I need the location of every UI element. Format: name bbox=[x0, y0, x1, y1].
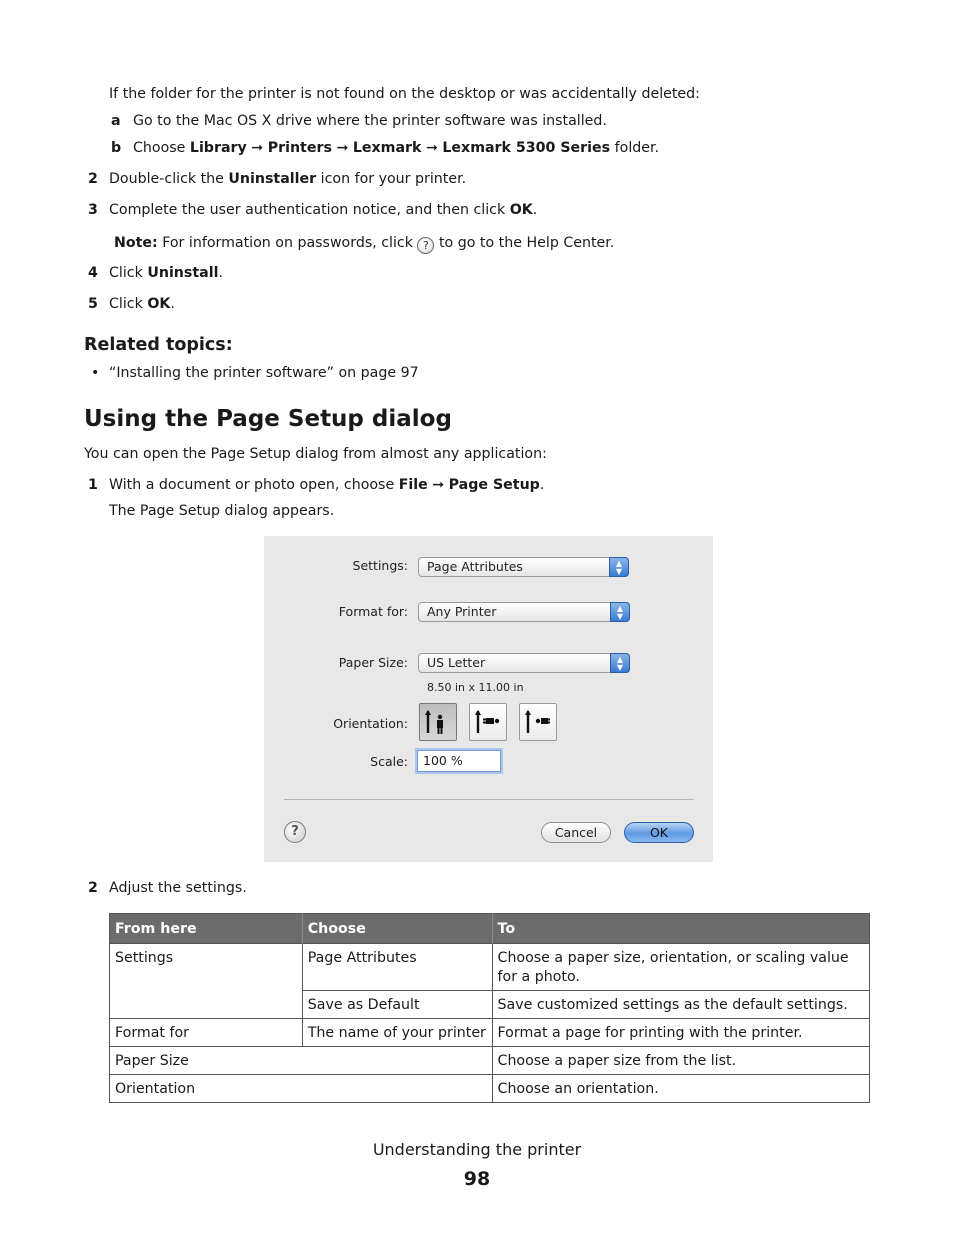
table-cell: Orientation bbox=[110, 1075, 493, 1103]
menu-page-setup: Page Setup bbox=[448, 477, 540, 493]
table-cell: Save customized settings as the default settings. bbox=[492, 991, 869, 1019]
table-row bbox=[110, 944, 870, 991]
step-2-text bbox=[109, 170, 466, 188]
scale-label: Scale: bbox=[370, 754, 408, 769]
sub-step-b-choose: Choose bbox=[133, 140, 186, 156]
sub-step-a-marker: a bbox=[111, 113, 121, 129]
dialog-divider bbox=[284, 799, 694, 800]
paper-dimensions: 8.50 in x 11.00 in bbox=[427, 681, 524, 694]
step-5-number: 5 bbox=[88, 296, 98, 312]
popup-arrows-icon: ▲ ▼ bbox=[610, 602, 630, 622]
page-setup-dialog bbox=[264, 536, 713, 862]
related-topics-heading: Related topics: bbox=[84, 335, 233, 355]
step-3-pre: Complete the user authentication notice, and then click bbox=[109, 202, 506, 218]
table-header: Choose bbox=[302, 914, 492, 944]
step-3-post: . bbox=[532, 202, 538, 218]
orientation-portrait-button[interactable] bbox=[419, 703, 457, 741]
landscape-left-icon bbox=[470, 704, 506, 740]
format-for-popup[interactable] bbox=[418, 602, 630, 622]
portrait-icon bbox=[420, 704, 456, 740]
table-cell: Page Attributes bbox=[302, 944, 492, 991]
sub-step-b-text bbox=[133, 139, 659, 157]
note-post: to go to the Help Center. bbox=[438, 235, 615, 251]
popup-arrows-icon: ▲ ▼ bbox=[610, 653, 630, 673]
table-header: To bbox=[492, 914, 869, 944]
table-cell: Paper Size bbox=[110, 1047, 493, 1075]
bullet-icon: • bbox=[91, 365, 100, 381]
step-5-pre: Click bbox=[109, 296, 143, 312]
table-row bbox=[110, 1047, 870, 1075]
intro-text: If the folder for the printer is not found on the desktop or was accidentally deleted: bbox=[109, 86, 700, 102]
sub-step-b-folder: folder. bbox=[614, 140, 660, 156]
step-1-number: 1 bbox=[88, 477, 98, 493]
paper-size-value: US Letter bbox=[427, 655, 486, 670]
paper-size-label: Paper Size: bbox=[338, 655, 408, 670]
step-3-text bbox=[109, 201, 537, 219]
section-intro: You can open the Page Setup dialog from almost any application: bbox=[84, 446, 547, 462]
step-3-number: 3 bbox=[88, 202, 98, 218]
step-4-post: . bbox=[218, 265, 223, 281]
table-cell: The name of your printer bbox=[302, 1019, 492, 1047]
path-library: Library bbox=[189, 140, 247, 156]
note-label: Note: bbox=[114, 235, 158, 251]
table-row bbox=[110, 1019, 870, 1047]
page-number: 98 bbox=[463, 1168, 491, 1190]
table-header: From here bbox=[110, 914, 303, 944]
landscape-right-icon bbox=[520, 704, 556, 740]
step-1-post: . bbox=[539, 477, 545, 493]
table-row bbox=[110, 1075, 870, 1103]
note bbox=[114, 234, 614, 254]
settings-value: Page Attributes bbox=[427, 559, 523, 574]
path-printers: Printers bbox=[267, 140, 332, 156]
table-cell: Settings bbox=[110, 944, 303, 1019]
table-cell: Format for bbox=[110, 1019, 303, 1047]
arrow-icon: ➞ bbox=[336, 140, 349, 156]
arrow-icon: ➞ bbox=[425, 140, 438, 156]
table-cell: Choose a paper size from the list. bbox=[492, 1047, 869, 1075]
arrow-icon: ➞ bbox=[432, 477, 445, 493]
settings-table bbox=[109, 913, 870, 1103]
settings-label: Settings: bbox=[352, 558, 408, 573]
path-series: Lexmark 5300 Series bbox=[442, 140, 611, 156]
step-1-text bbox=[109, 476, 544, 494]
table-cell: Save as Default bbox=[302, 991, 492, 1019]
cancel-button[interactable]: Cancel bbox=[541, 822, 611, 843]
table-cell: Choose an orientation. bbox=[492, 1075, 869, 1103]
step-2-pre: Double-click the bbox=[109, 171, 224, 187]
path-lexmark: Lexmark bbox=[352, 140, 422, 156]
step-2-bold: Uninstaller bbox=[228, 171, 317, 187]
format-for-value: Any Printer bbox=[427, 604, 497, 619]
arrow-icon: ➞ bbox=[251, 140, 264, 156]
table-cell: Format a page for printing with the printer. bbox=[492, 1019, 869, 1047]
step-4-pre: Click bbox=[109, 265, 143, 281]
section-title: Using the Page Setup dialog bbox=[84, 406, 452, 432]
step-5-bold: OK bbox=[147, 296, 171, 312]
help-icon: ? bbox=[417, 237, 434, 254]
settings-popup[interactable] bbox=[418, 557, 629, 577]
orientation-landscape-left-button[interactable] bbox=[469, 703, 507, 741]
related-topic-link[interactable]: “Installing the printer software” on page 97 bbox=[109, 365, 419, 381]
scale-input[interactable]: 100 % bbox=[417, 750, 501, 772]
step-4-bold: Uninstall bbox=[147, 265, 219, 281]
sub-step-b-marker: b bbox=[111, 140, 122, 156]
step-5-post: . bbox=[170, 296, 175, 312]
step-2-post: icon for your printer. bbox=[320, 171, 467, 187]
table-cell: Choose a paper size, orientation, or scaling value for a photo. bbox=[492, 944, 869, 991]
paper-size-popup[interactable] bbox=[418, 653, 630, 673]
popup-arrows-icon: ▲ ▼ bbox=[609, 557, 629, 577]
step-4-number: 4 bbox=[88, 265, 98, 281]
step-4-text bbox=[109, 264, 223, 282]
menu-file: File bbox=[398, 477, 428, 493]
table-header-row bbox=[110, 914, 870, 944]
help-button[interactable]: ? bbox=[284, 821, 306, 843]
orientation-landscape-right-button[interactable] bbox=[519, 703, 557, 741]
step-1-pre: With a document or photo open, choose bbox=[109, 477, 395, 493]
step-3-bold: OK bbox=[509, 202, 533, 218]
step-1-result: The Page Setup dialog appears. bbox=[109, 503, 335, 519]
format-for-label: Format for: bbox=[338, 604, 408, 619]
orientation-label: Orientation: bbox=[333, 716, 408, 731]
step-5-text bbox=[109, 295, 175, 313]
step-2b-text: Adjust the settings. bbox=[109, 880, 247, 896]
sub-step-a-text: Go to the Mac OS X drive where the printer software was installed. bbox=[133, 113, 607, 129]
ok-button[interactable]: OK bbox=[624, 822, 694, 843]
footer-section-title: Understanding the printer bbox=[372, 1140, 582, 1159]
note-pre: For information on passwords, click bbox=[162, 235, 413, 251]
step-2b-number: 2 bbox=[88, 880, 98, 896]
step-2-number: 2 bbox=[88, 171, 98, 187]
